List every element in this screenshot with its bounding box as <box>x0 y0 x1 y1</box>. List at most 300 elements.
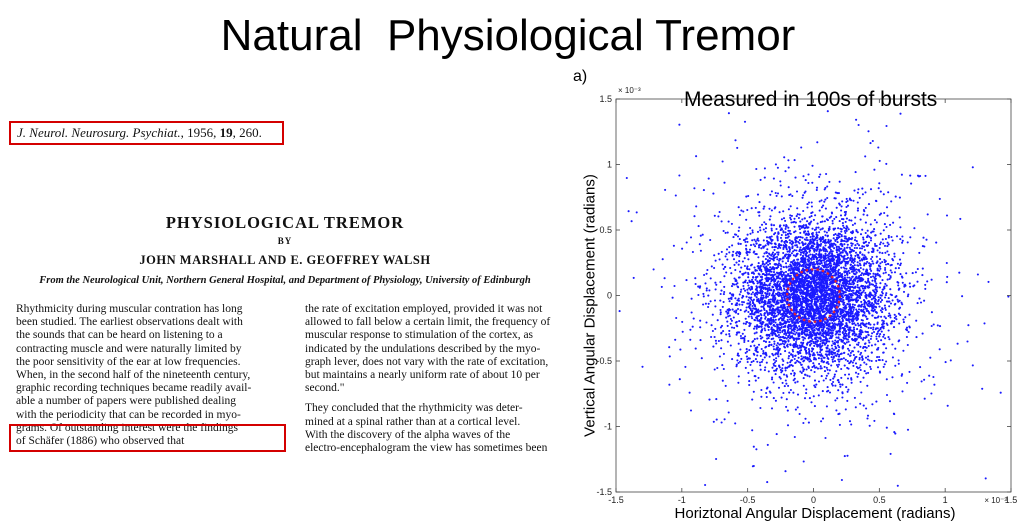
scatter-point <box>879 258 881 260</box>
scatter-point <box>726 253 728 255</box>
scatter-point <box>761 298 763 300</box>
scatter-point <box>816 141 818 143</box>
scatter-point <box>778 246 780 248</box>
scatter-point <box>780 244 782 246</box>
scatter-point <box>729 267 731 269</box>
scatter-point <box>883 366 885 368</box>
scatter-point <box>870 188 872 190</box>
scatter-point <box>785 271 787 273</box>
scatter-point <box>857 207 859 209</box>
scatter-point <box>788 352 790 354</box>
scatter-point <box>787 233 789 235</box>
scatter-point <box>790 320 792 322</box>
scatter-point <box>840 279 842 281</box>
scatter-point <box>759 286 761 288</box>
scatter-point <box>876 323 878 325</box>
scatter-point <box>771 314 773 316</box>
scatter-point <box>855 119 857 121</box>
scatter-point <box>782 382 784 384</box>
scatter-point <box>853 347 855 349</box>
scatter-point <box>837 292 839 294</box>
scatter-point <box>857 367 859 369</box>
scatter-point <box>846 198 848 200</box>
scatter-point <box>852 362 854 364</box>
scatter-point <box>870 223 872 225</box>
scatter-point <box>833 356 835 358</box>
scatter-point <box>765 266 767 268</box>
scatter-point <box>823 323 825 325</box>
scatter-point <box>871 256 873 258</box>
scatter-point <box>763 352 765 354</box>
scatter-point <box>856 243 858 245</box>
scatter-point <box>837 342 839 344</box>
scatter-point <box>795 409 797 411</box>
scatter-point <box>755 243 757 245</box>
scatter-point <box>887 191 889 193</box>
scatter-point <box>790 270 792 272</box>
scatter-point <box>961 295 963 297</box>
scatter-point <box>939 198 941 200</box>
scatter-point <box>902 252 904 254</box>
scatter-point <box>846 241 848 243</box>
scatter-point <box>777 346 779 348</box>
scatter-point <box>847 360 849 362</box>
scatter-point <box>791 247 793 249</box>
scatter-point <box>863 273 865 275</box>
scatter-point <box>859 280 861 282</box>
scatter-point <box>736 325 738 327</box>
scatter-point <box>810 220 812 222</box>
scatter-point <box>755 448 757 450</box>
scatter-point <box>746 348 748 350</box>
scatter-point <box>728 330 730 332</box>
scatter-point <box>957 343 959 345</box>
scatter-point <box>839 327 841 329</box>
scatter-point <box>753 282 755 284</box>
scatter-point <box>751 229 753 231</box>
scatter-point <box>797 338 799 340</box>
scatter-point <box>695 205 697 207</box>
scatter-point <box>811 301 813 303</box>
scatter-point <box>851 257 853 259</box>
scatter-point <box>749 227 751 229</box>
scatter-point <box>939 325 941 327</box>
scatter-point <box>803 292 805 294</box>
scatter-point <box>810 276 812 278</box>
scatter-point <box>885 226 887 228</box>
scatter-point <box>631 220 633 222</box>
scatter-point <box>842 290 844 292</box>
scatter-point <box>929 357 931 359</box>
scatter-point <box>830 288 832 290</box>
scatter-point <box>835 347 837 349</box>
scatter-point <box>752 231 754 233</box>
scatter-point <box>801 330 803 332</box>
scatter-point <box>728 308 730 310</box>
scatter-point <box>958 272 960 274</box>
scatter-point <box>888 235 890 237</box>
scatter-point <box>757 194 759 196</box>
scatter-point <box>799 246 801 248</box>
scatter-point <box>731 285 733 287</box>
scatter-point <box>771 334 773 336</box>
scatter-point <box>734 139 736 141</box>
scatter-point <box>873 277 875 279</box>
scatter-point <box>855 171 857 173</box>
scatter-point <box>834 290 836 292</box>
scatter-point <box>866 261 868 263</box>
scatter-point <box>959 218 961 220</box>
scatter-point <box>746 241 748 243</box>
scatter-point <box>759 335 761 337</box>
scatter-point <box>713 421 715 423</box>
scatter-point <box>775 228 777 230</box>
scatter-point <box>789 264 791 266</box>
scatter-point <box>875 335 877 337</box>
scatter-point <box>673 245 675 247</box>
scatter-point <box>839 228 841 230</box>
scatter-point <box>754 319 756 321</box>
scatter-point <box>808 292 810 294</box>
scatter-point <box>751 281 753 283</box>
scatter-point <box>750 244 752 246</box>
scatter-point <box>832 244 834 246</box>
scatter-point <box>827 329 829 331</box>
scatter-point <box>836 234 838 236</box>
scatter-point <box>849 344 851 346</box>
citation-journal: J. Neurol. Neurosurg. Psychiat. <box>17 125 181 140</box>
scatter-point <box>808 248 810 250</box>
scatter-point <box>733 316 735 318</box>
scatter-point <box>799 228 801 230</box>
scatter-point <box>842 331 844 333</box>
scatter-point <box>717 319 719 321</box>
scatter-point <box>837 270 839 272</box>
scatter-point <box>813 395 815 397</box>
scatter-point <box>760 320 762 322</box>
scatter-point <box>946 214 948 216</box>
scatter-point <box>761 224 763 226</box>
scatter-point <box>738 320 740 322</box>
scatter-point <box>775 303 777 305</box>
scatter-point <box>759 407 761 409</box>
scatter-point <box>912 272 914 274</box>
scatter-point <box>711 324 713 326</box>
scatter-point <box>840 310 842 312</box>
scatter-point <box>782 248 784 250</box>
scatter-point <box>739 238 741 240</box>
scatter-point <box>764 366 766 368</box>
scatter-point <box>750 297 752 299</box>
scatter-point <box>829 379 831 381</box>
scatter-point <box>821 344 823 346</box>
scatter-point <box>822 236 824 238</box>
scatter-point <box>784 385 786 387</box>
scatter-point <box>826 362 828 364</box>
scatter-point <box>805 302 807 304</box>
scatter-point <box>816 187 818 189</box>
scatter-point <box>770 317 772 319</box>
scatter-point <box>827 297 829 299</box>
scatter-point <box>874 295 876 297</box>
scatter-point <box>850 220 852 222</box>
scatter-point <box>767 312 769 314</box>
scatter-point <box>848 301 850 303</box>
scatter-point <box>829 279 831 281</box>
scatter-point <box>822 293 824 295</box>
scatter-point <box>865 407 867 409</box>
scatter-point <box>869 301 871 303</box>
scatter-point <box>885 238 887 240</box>
scatter-point <box>797 394 799 396</box>
scatter-point <box>733 264 735 266</box>
scatter-point <box>769 194 771 196</box>
scatter-point <box>879 268 881 270</box>
scatter-point <box>885 309 887 311</box>
scatter-point <box>672 297 674 299</box>
scatter-point <box>869 296 871 298</box>
scatter-point <box>748 384 750 386</box>
scatter-point <box>878 274 880 276</box>
scatter-point <box>753 353 755 355</box>
scatter-point <box>867 355 869 357</box>
scatter-point <box>939 348 941 350</box>
scatter-point <box>885 125 887 127</box>
scatter-point <box>885 292 887 294</box>
scatter-point <box>741 304 743 306</box>
scatter-point <box>725 311 727 313</box>
scatter-point <box>857 284 859 286</box>
scatter-point <box>771 353 773 355</box>
scatter-point <box>792 392 794 394</box>
scatter-point <box>882 242 884 244</box>
scatter-point <box>860 219 862 221</box>
scatter-point <box>790 344 792 346</box>
scatter-point <box>883 286 885 288</box>
scatter-point <box>886 394 888 396</box>
scatter-point <box>841 479 843 481</box>
scatter-point <box>726 258 728 260</box>
scatter-point <box>747 292 749 294</box>
scatter-point <box>728 333 730 335</box>
scatter-point <box>889 288 891 290</box>
scatter-point <box>751 399 753 401</box>
scatter-point <box>747 311 749 313</box>
scatter-point <box>834 374 836 376</box>
scatter-point <box>811 322 813 324</box>
scatter-point <box>753 391 755 393</box>
scatter-point <box>809 375 811 377</box>
scatter-point <box>827 345 829 347</box>
scatter-point <box>898 313 900 315</box>
scatter-point <box>846 400 848 402</box>
scatter-point <box>807 173 809 175</box>
scatter-point <box>872 326 874 328</box>
scatter-point <box>876 221 878 223</box>
scatter-point <box>950 359 952 361</box>
scatter-point <box>778 334 780 336</box>
scatter-point <box>865 326 867 328</box>
scatter-point <box>873 324 875 326</box>
scatter-point <box>854 223 856 225</box>
scatter-point <box>776 368 778 370</box>
scatter-point <box>848 277 850 279</box>
scatter-point <box>926 280 928 282</box>
scatter-point <box>860 337 862 339</box>
scatter-point <box>864 331 866 333</box>
scatter-point <box>835 287 837 289</box>
scatter-point <box>837 379 839 381</box>
scatter-point <box>889 316 891 318</box>
scatter-point <box>869 268 871 270</box>
scatter-point <box>873 169 875 171</box>
scatter-point <box>787 340 789 342</box>
scatter-point <box>880 241 882 243</box>
scatter-point <box>764 167 766 169</box>
scatter-point <box>787 335 789 337</box>
scatter-point <box>727 315 729 317</box>
scatter-point <box>855 252 857 254</box>
scatter-point <box>810 215 812 217</box>
scatter-point <box>840 231 842 233</box>
scatter-point <box>855 324 857 326</box>
scatter-point <box>781 370 783 372</box>
scatter-point <box>769 390 771 392</box>
scatter-point <box>899 226 901 228</box>
scatter-point <box>769 219 771 221</box>
scatter-point <box>804 280 806 282</box>
scatter-point <box>871 280 873 282</box>
scatter-point <box>799 347 801 349</box>
scatter-point <box>691 298 693 300</box>
scatter-point <box>794 244 796 246</box>
scatter-point <box>845 265 847 267</box>
scatter-point <box>869 366 871 368</box>
scatter-point <box>888 329 890 331</box>
scatter-point <box>773 348 775 350</box>
scatter-point <box>770 301 772 303</box>
scatter-point <box>815 247 817 249</box>
scatter-point <box>832 250 834 252</box>
scatter-point <box>868 242 870 244</box>
scatter-point <box>783 241 785 243</box>
scatter-point <box>719 309 721 311</box>
scatter-point <box>877 296 879 298</box>
scatter-point <box>748 303 750 305</box>
scatter-point <box>882 359 884 361</box>
scatter-point <box>774 207 776 209</box>
scatter-point <box>788 167 790 169</box>
scatter-point <box>799 214 801 216</box>
scatter-point <box>767 296 769 298</box>
scatter-point <box>755 285 757 287</box>
scatter-point <box>760 265 762 267</box>
scatter-point <box>804 418 806 420</box>
scatter-point <box>844 237 846 239</box>
scatter-point <box>813 358 815 360</box>
scatter-point <box>818 176 820 178</box>
scatter-point <box>853 190 855 192</box>
scatter-point <box>860 391 862 393</box>
scatter-point <box>832 385 834 387</box>
scatter-point <box>794 436 796 438</box>
scatter-point <box>766 252 768 254</box>
scatter-point <box>811 182 813 184</box>
scatter-point <box>780 353 782 355</box>
scatter-point <box>764 263 766 265</box>
scatter-point <box>674 339 676 341</box>
scatter-point <box>720 313 722 315</box>
scatter-point <box>840 267 842 269</box>
scatter-point <box>880 339 882 341</box>
scatter-point <box>711 265 713 267</box>
scatter-point <box>831 270 833 272</box>
scatter-point <box>755 380 757 382</box>
scatter-point <box>897 299 899 301</box>
scatter-point <box>755 168 757 170</box>
scatter-point <box>804 374 806 376</box>
scatter-point <box>824 250 826 252</box>
scatter-point <box>863 337 865 339</box>
scatter-point <box>767 444 769 446</box>
scatter-point <box>662 258 664 260</box>
scatter-point <box>744 290 746 292</box>
scatter-point <box>844 316 846 318</box>
scatter-point <box>754 332 756 334</box>
scatter-point <box>733 327 735 329</box>
scatter-point <box>815 271 817 273</box>
scatter-point <box>763 221 765 223</box>
scatter-point <box>854 260 856 262</box>
scatter-point <box>834 360 836 362</box>
scatter-point <box>785 234 787 236</box>
scatter-point <box>814 379 816 381</box>
scatter-point <box>882 352 884 354</box>
scatter-point <box>705 321 707 323</box>
scatter-point <box>738 264 740 266</box>
scatter-point <box>783 318 785 320</box>
scatter-point <box>818 231 820 233</box>
scatter-point <box>844 455 846 457</box>
scatter-point <box>808 348 810 350</box>
scatter-point <box>847 200 849 202</box>
scatter-point <box>747 273 749 275</box>
scatter-point <box>781 279 783 281</box>
scatter-point <box>754 245 756 247</box>
scatter-point <box>714 336 716 338</box>
scatter-point <box>751 279 753 281</box>
scatter-point <box>826 185 828 187</box>
paper-text-line: the poor sensitivity of the ear at low frequencies. <box>16 355 241 368</box>
scatter-point <box>756 298 758 300</box>
scatter-point <box>785 262 787 264</box>
scatter-point <box>876 338 878 340</box>
scatter-point <box>873 228 875 230</box>
scatter-point <box>846 218 848 220</box>
scatter-point <box>641 366 643 368</box>
scatter-point <box>745 367 747 369</box>
scatter-point <box>851 382 853 384</box>
scatter-point <box>746 254 748 256</box>
scatter-point <box>884 269 886 271</box>
scatter-point <box>731 326 733 328</box>
scatter-point <box>836 397 838 399</box>
scatter-point <box>783 310 785 312</box>
scatter-point <box>895 267 897 269</box>
scatter-point <box>863 246 865 248</box>
scatter-point <box>823 201 825 203</box>
scatter-point <box>862 237 864 239</box>
